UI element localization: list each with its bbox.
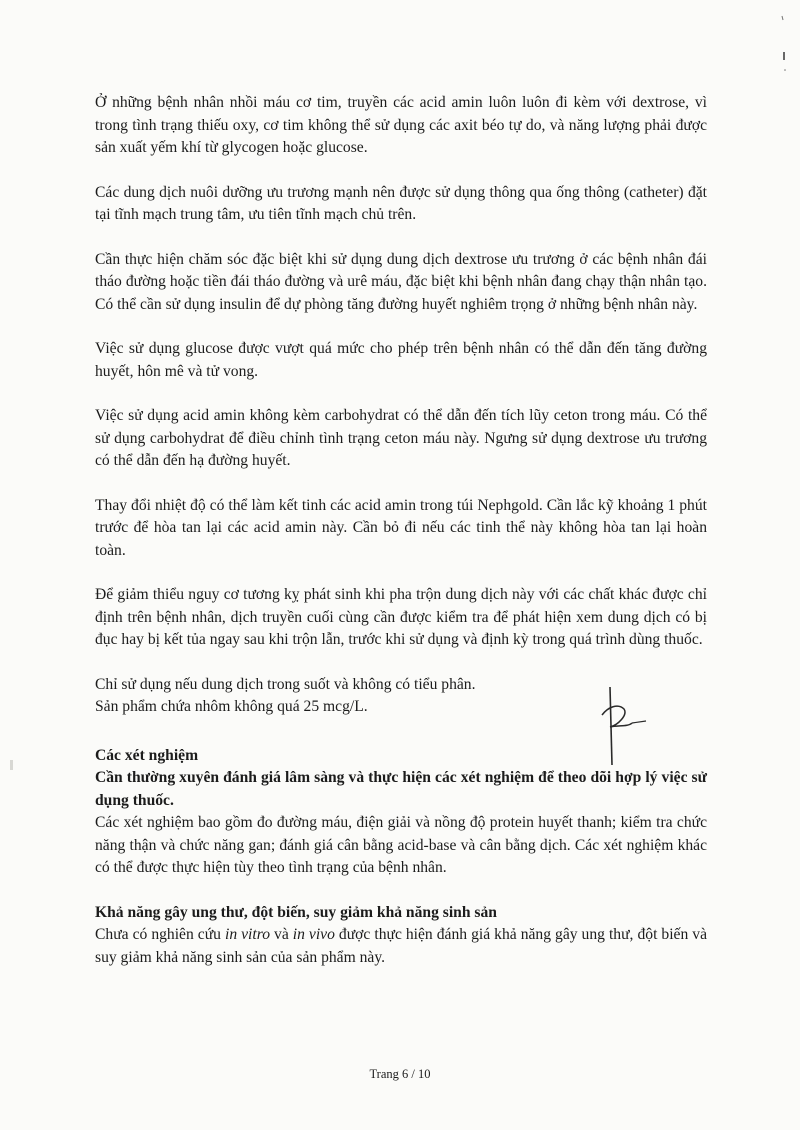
carcinogenicity-text-3: được thực hiện đánh giá khả năng gây ung thư, đột biến và suy giảm khả năng sinh sản của sản phẩm này.	[95, 926, 708, 966]
carcinogenicity-text-1: Chưa có nghiên cứu	[95, 926, 225, 943]
in-vivo-term: in vivo	[292, 926, 335, 943]
aluminium-content-line: Sản phẩm chứa nhôm không quá 25 mcg/L.	[95, 698, 368, 715]
paragraph-crystallization: Thay đổi nhiệt độ có thể làm kết tinh các acid amin trong túi Nephgold. Cần lắc kỹ khoảng 1 phút trước để hòa tan lại các acid amin này. Cần bỏ đi nếu các tinh thể này không hòa tan lại hoàn toàn.	[95, 496, 707, 559]
scan-speck	[10, 760, 13, 770]
margin-tick-mark	[776, 14, 790, 74]
signature-icon	[588, 685, 648, 770]
clear-solution-line: Chỉ sử dụng nếu dung dịch trong suốt và không có tiểu phân.	[95, 675, 476, 693]
page-number: Trang 6 / 10	[369, 1067, 431, 1081]
carcinogenicity-heading: Khả năng gây ung thư, đột biến, suy giảm khả năng sinh sản	[95, 903, 497, 921]
carcinogenicity-text-2: và	[270, 926, 293, 943]
in-vitro-term: in vitro	[224, 926, 271, 943]
paragraph-glucose-excess: Việc sử dụng glucose được vượt quá mức cho phép trên bệnh nhân có thể dẫn đến tăng đường huyết, hôn mê và tử vong.	[95, 340, 707, 380]
lab-tests-body: Các xét nghiệm bao gồm đo đường máu, điện giải và nồng độ protein huyết thanh; kiểm tra chức năng thận và chức năng gan; đánh giá cân bằng acid-base và cân bằng dịch. Các xét nghiệm khác có thể được thực hiện tùy theo tình trạng của bệnh nhân.	[95, 814, 707, 876]
lab-tests-heading: Các xét nghiệm	[95, 746, 199, 764]
paragraph-incompatibility: Để giảm thiểu nguy cơ tương kỵ phát sinh khi pha trộn dung dịch này với các chất khác được chỉ định trên bệnh nhân, dịch truyền cuối cùng cần được kiểm tra để phát hiện xem dung dịch có bị đục hay bị kết tủa ngay sau khi trộn lẫn, trước khi sử dụng và định kỳ trong quá trình dùng thuốc.	[95, 586, 707, 648]
paragraph-ketone: Việc sử dụng acid amin không kèm carbohydrat có thể dẫn đến tích lũy ceton trong máu. Có thể sử dụng carbohydrat để điều chỉnh tình trạng ceton máu này. Ngưng sử dụng dextrose ưu trương có thể dẫn đến hạ đường huyết.	[95, 407, 707, 469]
document-body	[95, 92, 707, 991]
paragraph-diabetes-care: Cần thực hiện chăm sóc đặc biệt khi sử dụng dung dịch dextrose ưu trương ở các bệnh nhân đái tháo đường hoặc tiền đái tháo đường và urê máu, đặc biệt khi bệnh nhân đang chạy thận nhân tạo. Có thể cần sử dụng insulin để dự phòng tăng đường huyết nghiêm trọng ở những bệnh nhân này.	[95, 250, 707, 313]
paragraph-hypertonic-catheter: Các dung dịch nuôi dưỡng ưu trương mạnh nên được sử dụng thông qua ống thông (catheter) đặt tại tĩnh mạch trung tâm, ưu tiên tĩnh mạch chủ trên.	[95, 183, 707, 223]
paragraph-myocardial: Ở những bệnh nhân nhồi máu cơ tim, truyền các acid amin luôn luôn đi kèm với dextrose, vì trong tình trạng thiếu oxy, cơ tim không thể sử dụng các axit béo tự do, và năng lượng phải được sản xuất yếm khí từ glycogen hoặc glucose.	[95, 94, 707, 156]
lab-tests-bold-statement: Cần thường xuyên đánh giá lâm sàng và thực hiện các xét nghiệm để theo dõi hợp lý việc sử dụng thuốc.	[95, 769, 707, 809]
carcinogenicity-body	[95, 924, 707, 969]
